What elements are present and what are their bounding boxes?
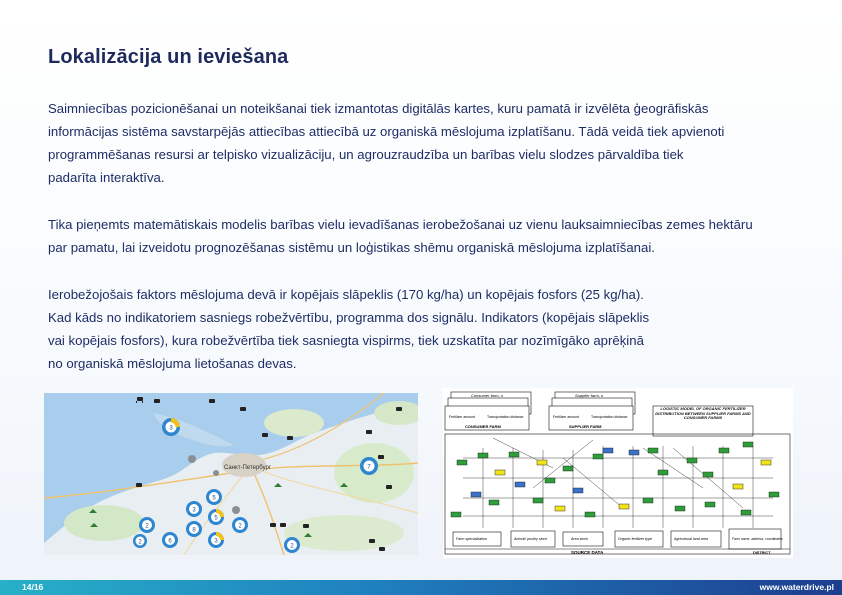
- node-box: [563, 466, 573, 471]
- cluster-marker[interactable]: [208, 509, 224, 525]
- node-box: [705, 502, 715, 507]
- cluster-count: 5: [212, 495, 216, 502]
- node-box: [451, 512, 461, 517]
- paragraph-line: Kad kāds no indikatoriem sasniegs robežvērtību, programma dos signālu. Indikators (kopējais slāpeklis: [48, 310, 650, 325]
- diagram-canvas: [443, 388, 793, 558]
- district-label: DISTRICT: [753, 551, 771, 555]
- node-box: [471, 492, 481, 497]
- logistic-diagram: [443, 388, 793, 558]
- node-box: [619, 504, 629, 509]
- supplier-fertilizer: Fertilizer amount: [553, 415, 580, 419]
- paragraph-line: vai kopējais fosfors), kura robežvērtība tiek sasniegta vispirms, tiek uzskatīta par nozīmīgāko aprēķinā: [48, 333, 644, 348]
- node-box: [478, 453, 488, 458]
- paragraph-line: programmēšanas resursi ar telpisko vizualizāciju, un agrouzraudzība un barības vielu slodzes pārvaldība tiek: [48, 147, 684, 162]
- consumer-transport: Transportation distance: [487, 415, 524, 419]
- source-label: Area stock: [571, 537, 588, 541]
- source-label: Animal/ poultry stock: [514, 537, 548, 541]
- node-box: [761, 460, 771, 465]
- node-box: [457, 460, 467, 465]
- node-box: [515, 482, 525, 487]
- cluster-marker[interactable]: [360, 457, 378, 475]
- supplier-farm-label: SUPPLIER FARM: [569, 424, 602, 429]
- cluster-count: 2: [138, 539, 142, 546]
- source-label: Organic fertilizer type: [618, 537, 652, 541]
- cluster-count: 2: [238, 523, 242, 530]
- node-box: [603, 448, 613, 453]
- cluster-count: 8: [192, 527, 196, 534]
- consumer-farm-label: CONSUMER FARM: [465, 424, 501, 429]
- footer-bar: [0, 580, 842, 595]
- node-box: [703, 472, 713, 477]
- cluster-count: 3: [214, 538, 218, 545]
- cluster-count: 7: [367, 464, 371, 471]
- paragraph-line: no organiskā mēslojuma lietošanas devas.: [48, 356, 297, 371]
- paragraph-line: Ierobežojošais faktors mēslojuma devā ir kopējais slāpeklis (170 kg/ha) un kopējais fosfors (25 kg/ha).: [48, 287, 644, 302]
- gray-marker[interactable]: [188, 455, 196, 463]
- cluster-marker[interactable]: [206, 489, 222, 505]
- paragraph-line: informācijas sistēma savstarpējās attiecības attiecībā uz organiskā mēslojuma izplatīšanu. Tādā veidā tiek apvienoti: [48, 124, 725, 139]
- node-box: [555, 506, 565, 511]
- cluster-count: 2: [290, 543, 294, 550]
- paragraph-line: Tika pieņemts matemātiskais modelis barības vielu ievadīšanas ierobežošanai uz vienu lauksaimniecības zemes hektāru: [48, 217, 753, 232]
- source-data-label: SOURCE DATA: [571, 550, 604, 555]
- paragraph-model: [48, 213, 808, 259]
- node-box: [741, 510, 751, 515]
- logistic-model-title: LOGISTIC MODEL OF ORGANIC FERTILIZER DISTRIBUTION BETWEEN SUPPLIER FARMS AND CONSUMER FARMS: [655, 407, 751, 421]
- cluster-marker[interactable]: [186, 501, 202, 517]
- source-label: Farm name, address, coordinates: [732, 537, 783, 541]
- cluster-count: 2: [145, 523, 149, 530]
- node-box: [495, 470, 505, 475]
- paragraph-line: padarīta interaktīva.: [48, 170, 165, 185]
- node-box: [509, 452, 519, 457]
- cluster-marker[interactable]: [208, 532, 224, 548]
- node-box: [643, 498, 653, 503]
- page-number: 14/16: [22, 582, 44, 592]
- paragraph-line: Saimniecības pozicionēšanai un noteikšanai tiek izmantotas digitālās kartes, kuru pamatā ir izvēlēta ģeogrāfiskās: [48, 101, 709, 116]
- source-label: Farm specialization: [456, 537, 487, 541]
- cluster-count: 5: [214, 515, 218, 522]
- node-box: [743, 442, 753, 447]
- node-box: [648, 448, 658, 453]
- cluster-marker[interactable]: [232, 517, 248, 533]
- node-box: [769, 492, 779, 497]
- cluster-marker[interactable]: [139, 517, 155, 533]
- map-canvas: [44, 393, 418, 555]
- node-box: [573, 488, 583, 493]
- page-title: Lokalizācija un ieviešana: [48, 46, 289, 68]
- consumer-fertilizer: Fertilizer amount: [449, 415, 476, 419]
- cluster-count: 3: [169, 425, 173, 432]
- paragraph-limits: [48, 283, 808, 375]
- city-label: Санкт-Петербург: [224, 465, 272, 471]
- node-box: [533, 498, 543, 503]
- node-box: [733, 484, 743, 489]
- paragraph-gis: [48, 97, 808, 189]
- cluster-marker[interactable]: [162, 532, 178, 548]
- node-box: [687, 458, 697, 463]
- node-box: [675, 506, 685, 511]
- node-box: [658, 470, 668, 475]
- node-box: [537, 460, 547, 465]
- cluster-count: 6: [168, 538, 172, 545]
- cluster-marker[interactable]: [162, 418, 180, 436]
- paragraph-line: par pamatu, lai izveidotu prognozēšanas sistēmu un loģistikas shēmu organiskā mēslojuma izplatīšanai.: [48, 240, 655, 255]
- cluster-marker[interactable]: [186, 521, 202, 537]
- supplier-transport: Transportation distance: [591, 415, 628, 419]
- node-box: [629, 450, 639, 455]
- gray-marker[interactable]: [232, 506, 240, 514]
- source-label: Agricultural land area: [674, 537, 708, 541]
- cluster-marker[interactable]: [284, 537, 300, 553]
- node-box: [545, 478, 555, 483]
- cluster-marker[interactable]: [133, 534, 147, 548]
- consumer-header: Consumer farm, n: [471, 393, 504, 398]
- node-box: [719, 448, 729, 453]
- node-box: [489, 500, 499, 505]
- farm-map[interactable]: [44, 393, 418, 555]
- node-box: [585, 512, 595, 517]
- website-link[interactable]: www.waterdrive.pl: [759, 582, 834, 592]
- cluster-count: 3: [192, 507, 196, 514]
- gray-marker[interactable]: [213, 470, 219, 476]
- supplier-header: Supplier farm, n: [575, 393, 604, 398]
- node-box: [593, 454, 603, 459]
